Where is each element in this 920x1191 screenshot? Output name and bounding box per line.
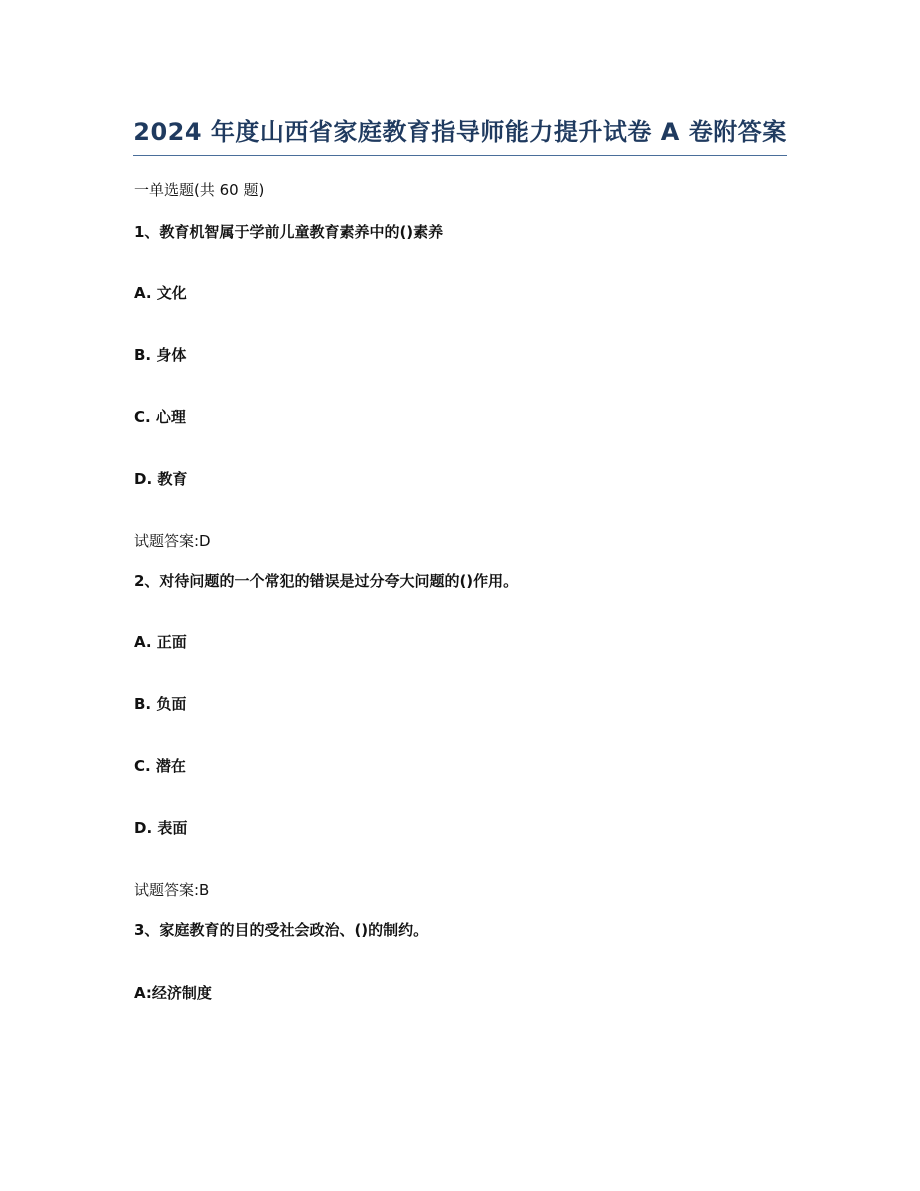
section-heading: 一单选题(共 60 题) <box>134 181 265 199</box>
question-1-option-b: B. 身体 <box>134 346 187 364</box>
question-2-option-c: C. 潜在 <box>134 757 186 775</box>
question-3-option-a: A:经济制度 <box>134 984 212 1002</box>
title-divider <box>133 155 787 156</box>
question-1-answer: 试题答案:D <box>134 532 211 550</box>
document-title: 2024 年度山西省家庭教育指导师能力提升试卷 A 卷附答案 <box>133 118 787 146</box>
question-2-option-b: B. 负面 <box>134 695 187 713</box>
question-1-option-d: D. 教育 <box>134 470 188 488</box>
question-2-answer: 试题答案:B <box>134 881 210 899</box>
question-2-option-d: D. 表面 <box>134 819 188 837</box>
question-1-text: 1、教育机智属于学前儿童教育素养中的()素养 <box>134 223 444 241</box>
question-1-option-c: C. 心理 <box>134 408 186 426</box>
question-1-option-a: A. 文化 <box>134 284 187 302</box>
question-3-text: 3、家庭教育的目的受社会政治、()的制约。 <box>134 921 429 939</box>
question-2-text: 2、对待问题的一个常犯的错误是过分夸大问题的()作用。 <box>134 572 519 590</box>
question-2-option-a: A. 正面 <box>134 633 187 651</box>
